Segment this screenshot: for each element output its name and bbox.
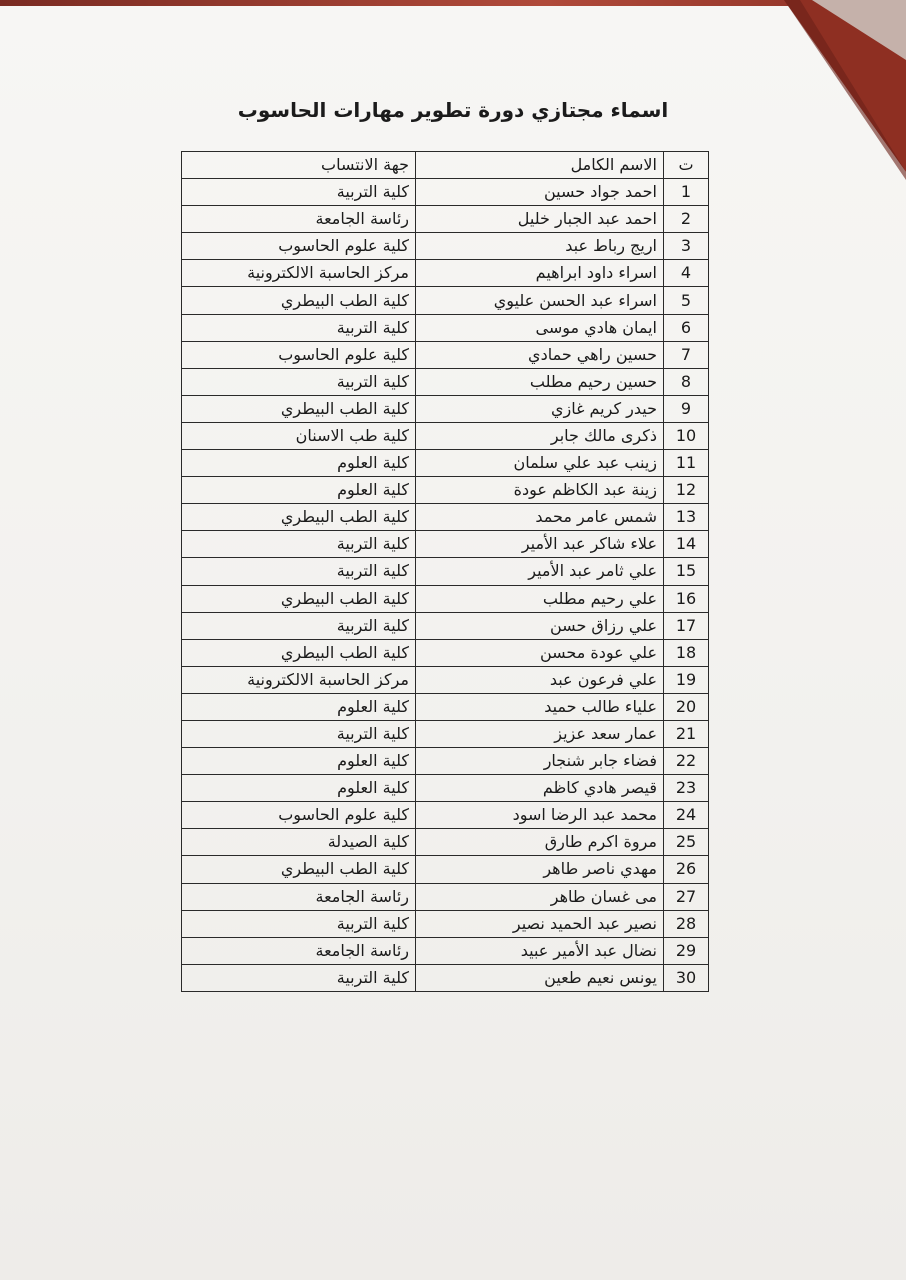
table-row — [182, 612, 709, 639]
row-number: 18 — [664, 639, 709, 666]
row-affiliation: كلية الطب البيطري — [182, 504, 416, 531]
row-number: 11 — [664, 450, 709, 477]
header-affiliation: جهة الانتساب — [182, 152, 416, 179]
table-row — [182, 585, 709, 612]
row-number: 19 — [664, 666, 709, 693]
row-name: حيدر كريم غازي — [416, 395, 664, 422]
row-number: 25 — [664, 829, 709, 856]
row-affiliation: كلية العلوم — [182, 477, 416, 504]
row-name: مهدي ناصر طاهر — [416, 856, 664, 883]
row-affiliation: كلية الطب البيطري — [182, 395, 416, 422]
row-number: 20 — [664, 693, 709, 720]
row-affiliation: كلية التربية — [182, 314, 416, 341]
row-number: 23 — [664, 775, 709, 802]
row-name: شمس عامر محمد — [416, 504, 664, 531]
row-number: 29 — [664, 937, 709, 964]
row-name: علياء طالب حميد — [416, 693, 664, 720]
row-name: اسراء عبد الحسن عليوي — [416, 287, 664, 314]
row-name: محمد عبد الرضا اسود — [416, 802, 664, 829]
row-number: 28 — [664, 910, 709, 937]
row-number: 27 — [664, 883, 709, 910]
row-affiliation: كلية التربية — [182, 179, 416, 206]
row-affiliation: مركز الحاسبة الالكترونية — [182, 666, 416, 693]
table-row — [182, 883, 709, 910]
row-name: علي رزاق حسن — [416, 612, 664, 639]
table-row — [182, 179, 709, 206]
row-name: زينة عبد الكاظم عودة — [416, 477, 664, 504]
row-affiliation: كلية التربية — [182, 558, 416, 585]
table-row — [182, 937, 709, 964]
row-name: علي رحيم مطلب — [416, 585, 664, 612]
row-number: 6 — [664, 314, 709, 341]
row-number: 9 — [664, 395, 709, 422]
row-name: احمد جواد حسين — [416, 179, 664, 206]
header-number: ت — [664, 152, 709, 179]
row-affiliation: كلية العلوم — [182, 450, 416, 477]
row-affiliation: كلية التربية — [182, 531, 416, 558]
row-affiliation: كلية التربية — [182, 720, 416, 747]
row-name: علي فرعون عبد — [416, 666, 664, 693]
row-name: نصير عبد الحميد نصير — [416, 910, 664, 937]
row-number: 8 — [664, 368, 709, 395]
row-name: عمار سعد عزيز — [416, 720, 664, 747]
row-number: 7 — [664, 341, 709, 368]
table-row — [182, 531, 709, 558]
row-name: مروة اكرم طارق — [416, 829, 664, 856]
row-number: 21 — [664, 720, 709, 747]
row-number: 2 — [664, 206, 709, 233]
row-name: نضال عبد الأمير عبيد — [416, 937, 664, 964]
row-affiliation: كلية طب الاسنان — [182, 422, 416, 449]
row-name: قيصر هادي كاظم — [416, 775, 664, 802]
row-number: 30 — [664, 964, 709, 991]
row-affiliation: كلية العلوم — [182, 775, 416, 802]
row-number: 22 — [664, 748, 709, 775]
row-affiliation: رئاسة الجامعة — [182, 937, 416, 964]
row-affiliation: كلية العلوم — [182, 748, 416, 775]
table-row — [182, 450, 709, 477]
table-row — [182, 314, 709, 341]
row-number: 17 — [664, 612, 709, 639]
table-row — [182, 341, 709, 368]
row-affiliation: كلية الطب البيطري — [182, 287, 416, 314]
row-name: فضاء جابر شنجار — [416, 748, 664, 775]
table-row — [182, 395, 709, 422]
header-full-name: الاسم الكامل — [416, 152, 664, 179]
table-row — [182, 368, 709, 395]
row-affiliation: رئاسة الجامعة — [182, 206, 416, 233]
row-name: احمد عبد الجبار خليل — [416, 206, 664, 233]
table-row — [182, 720, 709, 747]
row-name: حسين راهي حمادي — [416, 341, 664, 368]
row-name: زينب عبد علي سلمان — [416, 450, 664, 477]
row-affiliation: كلية علوم الحاسوب — [182, 233, 416, 260]
table-row — [182, 666, 709, 693]
table-row — [182, 639, 709, 666]
table-row — [182, 910, 709, 937]
page-title: اسماء مجتازي دورة تطوير مهارات الحاسوب — [237, 98, 669, 122]
row-affiliation: كلية التربية — [182, 910, 416, 937]
row-number: 1 — [664, 179, 709, 206]
table-row — [182, 206, 709, 233]
scan-edge-top — [0, 0, 906, 6]
row-name: يونس نعيم طعين — [416, 964, 664, 991]
table-row — [182, 287, 709, 314]
row-number: 26 — [664, 856, 709, 883]
row-number: 16 — [664, 585, 709, 612]
row-name: مى غسان طاهر — [416, 883, 664, 910]
table-row — [182, 693, 709, 720]
row-number: 5 — [664, 287, 709, 314]
table-row — [182, 748, 709, 775]
table-row — [182, 829, 709, 856]
table-row — [182, 422, 709, 449]
row-affiliation: كلية الطب البيطري — [182, 856, 416, 883]
row-affiliation: مركز الحاسبة الالكترونية — [182, 260, 416, 287]
table-row — [182, 477, 709, 504]
table-header-row — [182, 152, 709, 179]
row-number: 3 — [664, 233, 709, 260]
table-row — [182, 856, 709, 883]
row-number: 15 — [664, 558, 709, 585]
row-name: علاء شاكر عبد الأمير — [416, 531, 664, 558]
row-name: اسراء داود ابراهيم — [416, 260, 664, 287]
row-affiliation: كلية علوم الحاسوب — [182, 341, 416, 368]
row-affiliation: رئاسة الجامعة — [182, 883, 416, 910]
row-name: اريج رباط عبد — [416, 233, 664, 260]
row-affiliation: كلية الطب البيطري — [182, 585, 416, 612]
row-affiliation: كلية العلوم — [182, 693, 416, 720]
table-row — [182, 233, 709, 260]
row-number: 12 — [664, 477, 709, 504]
table-row — [182, 558, 709, 585]
row-number: 13 — [664, 504, 709, 531]
row-affiliation: كلية التربية — [182, 964, 416, 991]
table-row — [182, 964, 709, 991]
row-number: 10 — [664, 422, 709, 449]
table-row — [182, 504, 709, 531]
table-row — [182, 260, 709, 287]
row-name: علي ثامر عبد الأمير — [416, 558, 664, 585]
row-number: 24 — [664, 802, 709, 829]
row-affiliation: كلية علوم الحاسوب — [182, 802, 416, 829]
row-affiliation: كلية الطب البيطري — [182, 639, 416, 666]
row-affiliation: كلية التربية — [182, 612, 416, 639]
table-row — [182, 802, 709, 829]
row-name: ايمان هادي موسى — [416, 314, 664, 341]
row-name: حسين رحيم مطلب — [416, 368, 664, 395]
row-name: علي عودة محسن — [416, 639, 664, 666]
row-affiliation: كلية الصيدلة — [182, 829, 416, 856]
row-number: 14 — [664, 531, 709, 558]
table-body — [182, 179, 709, 992]
table-row — [182, 775, 709, 802]
row-number: 4 — [664, 260, 709, 287]
row-affiliation: كلية التربية — [182, 368, 416, 395]
graduates-table — [181, 151, 709, 992]
row-name: ذكرى مالك جابر — [416, 422, 664, 449]
